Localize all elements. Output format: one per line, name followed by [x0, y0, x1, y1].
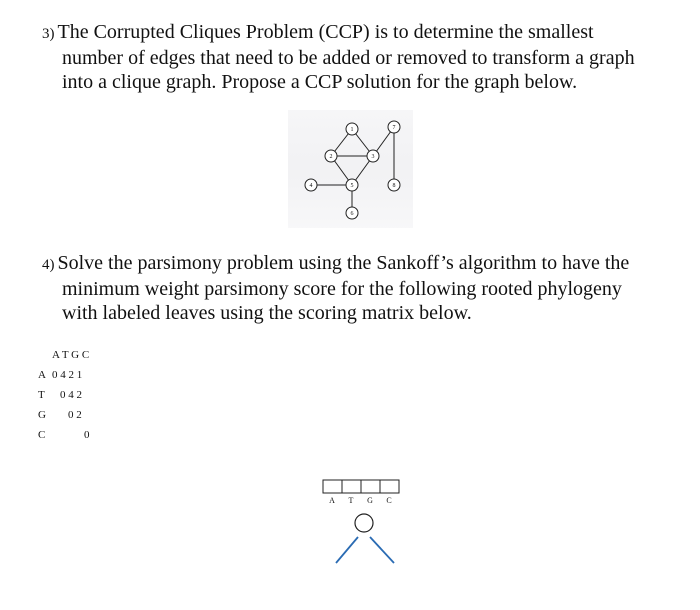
score-box-a [323, 480, 342, 493]
matrix-row-g [38, 405, 118, 425]
graph-node-4 [305, 179, 317, 191]
graph-figure [288, 110, 413, 228]
question-3-line3: into a clique graph. Propose a CCP solution for the graph below. [62, 71, 578, 93]
question-4-line1 [42, 251, 682, 277]
graph-node-2 [325, 150, 337, 162]
right-branch [370, 537, 394, 563]
svg-text:2: 2 [329, 154, 333, 160]
matrix-row-values: 0 4 2 [60, 389, 82, 401]
question-4-number: 4) [42, 257, 55, 273]
matrix-row-label: G [38, 409, 46, 421]
graph-node-1 [346, 123, 358, 135]
question-3-number: 3) [42, 26, 55, 42]
question-3-text-1: The Corrupted Cliques Problem (CCP) is to determine the smallest [57, 21, 594, 43]
graph-svg [288, 110, 413, 228]
matrix-row-label: C [38, 429, 46, 441]
matrix-row-c [38, 425, 118, 445]
svg-text:1: 1 [350, 127, 354, 133]
score-label-c: C [386, 496, 392, 505]
score-box-c [380, 480, 399, 493]
graph-node-8 [388, 179, 400, 191]
matrix-row-values: 0 4 2 1 [52, 369, 83, 381]
graph-node-5 [346, 179, 358, 191]
matrix-row-values: 0 2 [68, 409, 82, 421]
score-label-a: A [329, 496, 335, 505]
root-node [355, 514, 373, 532]
svg-text:4: 4 [309, 183, 313, 189]
graph-node-6 [346, 207, 358, 219]
score-label-g: G [367, 496, 373, 505]
matrix-row-label: T [38, 389, 45, 401]
svg-text:6: 6 [350, 211, 354, 217]
tree-figure [318, 475, 408, 575]
graph-node-3 [367, 150, 379, 162]
matrix-row-label: A [38, 369, 46, 381]
svg-text:8: 8 [392, 183, 396, 189]
svg-text:7: 7 [392, 125, 396, 131]
matrix-row-values: 0 [84, 429, 90, 441]
left-branch [336, 537, 358, 563]
svg-text:3: 3 [371, 154, 375, 160]
question-4-text-1: Solve the parsimony problem using the Sankoff’s algorithm to have the [57, 252, 630, 274]
svg-text:5: 5 [350, 183, 354, 189]
matrix-header: A T G C [52, 349, 90, 361]
question-4 [42, 251, 682, 325]
question-3-line1 [42, 20, 682, 46]
question-4-line2: minimum weight parsimony score for the following rooted phylogeny [62, 278, 622, 300]
graph-node-7 [388, 121, 400, 133]
scoring-matrix [38, 345, 118, 445]
matrix-row-t [38, 385, 118, 405]
matrix-header-row [38, 345, 118, 365]
question-4-line3: with labeled leaves using the scoring matrix below. [62, 302, 472, 324]
question-3-line2: number of edges that need to be added or removed to transform a graph [62, 47, 635, 69]
score-label-t: T [348, 496, 354, 505]
score-box-g [361, 480, 380, 493]
question-3 [42, 20, 682, 94]
score-box-t [342, 480, 361, 493]
matrix-row-a [38, 365, 118, 385]
